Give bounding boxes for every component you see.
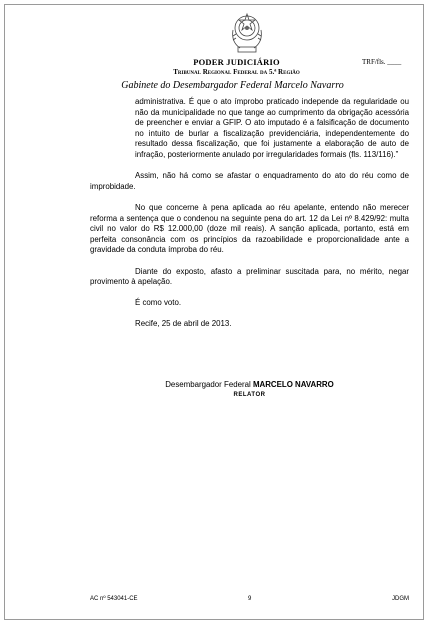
paragraph-improbity: Assim, não há como se afastar o enquadramento do ato do réu como de improbidade. (90, 171, 409, 191)
signature-block (90, 380, 409, 400)
signatory-line (90, 380, 409, 390)
paragraph-vote: É como voto. (135, 298, 182, 308)
paragraph-conclusion: Diante do exposto, afasto a preliminar suscitada para, no mérito, negar provimento à apelação. (90, 266, 409, 287)
footer-page-number: 9 (248, 596, 252, 602)
signatory-title: Desembargador Federal (165, 380, 253, 389)
signatory-name: MARCELO NAVARRO (252, 380, 334, 389)
quoted-passage: administrativa. É que o ato ímprobo praticado independe da regularidade ou não da municipalidade no que tange ao cumprimento da obrigação acessória de preencher e enviar a GFIP. O ato imputado é a falsificação de documento no intuito de burlar a fiscalização previdenciária, independentemente do resultado dessa fiscalização, que foi justamente a elaboração de auto de infração, posteriormente anulado por irregularidades formais (fls. 113/116).” (135, 97, 409, 159)
document-body (90, 97, 409, 330)
agency-title: PODER JUDICIÁRIO (193, 57, 280, 67)
coat-of-arms-icon (228, 8, 266, 56)
footer-case-number: AC nº 543041-CE (90, 596, 138, 602)
office-title (0, 80, 429, 91)
signatory-role: RELATOR (233, 392, 266, 398)
office-prefix: Gabinete do Desembargador Federal (121, 80, 275, 91)
footer-initials: JDGM (392, 596, 409, 602)
paragraph-penalty: No que concerne à pena aplicada ao réu apelante, entendo não merecer reforma a sentença que o condenou na seguinte pena do art. 12 da Lei nº 8.429/92: multa civil no valor do R$ 12.000,00 (doze mil reais). A sanção aplicada, portanto, está em perfeita consonância com os princípios da razoabilidade e proporcionalidade ante a gravidade da conduta ímproba do réu. (90, 202, 409, 255)
court-name: Tribunal Regional Federal da 5.ª Região (173, 68, 300, 76)
page-reference-label: TRF/fls. ____ (362, 58, 402, 66)
paragraph-date: Recife, 25 de abril de 2013. (135, 319, 232, 329)
office-judge-name: Marcelo Navarro (274, 80, 344, 91)
